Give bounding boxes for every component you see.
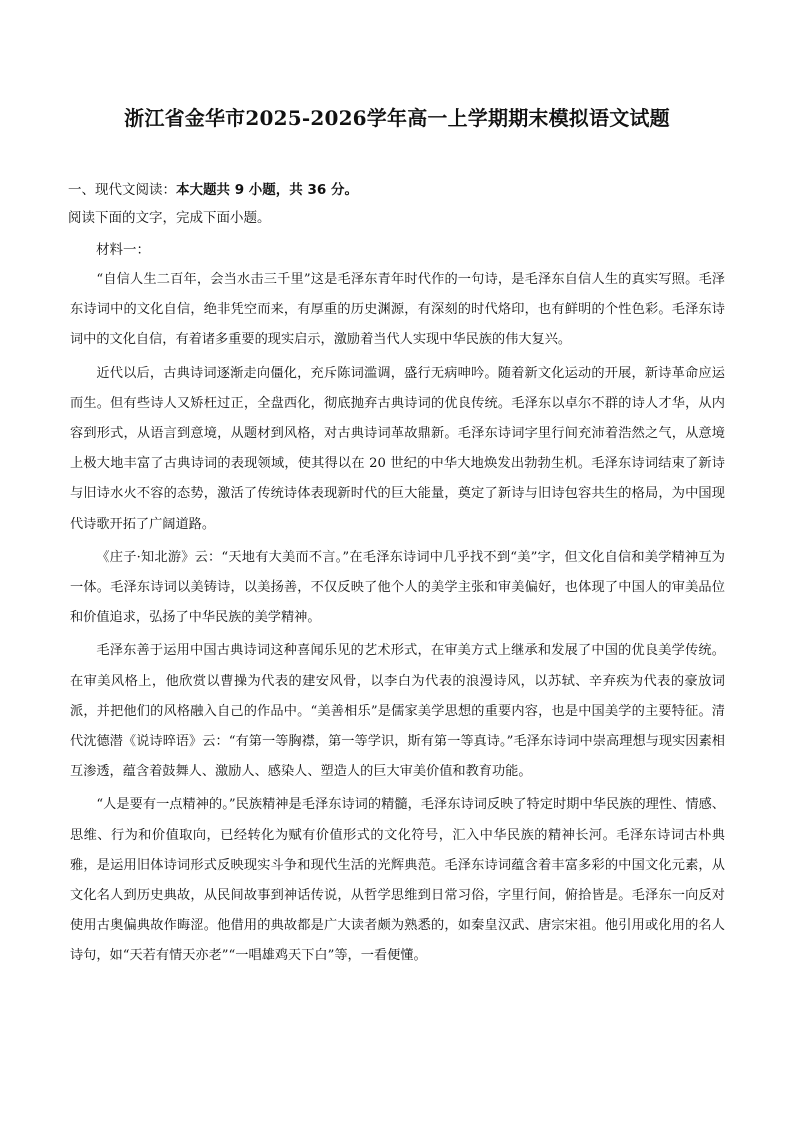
material-label: 材料一： xyxy=(96,242,150,258)
page-title: 浙江省金华市2025-2026学年高一上学期期末模拟语文试题 xyxy=(124,106,670,130)
section-detail: 本大题共 9 小题，共 36 分。 xyxy=(176,182,358,198)
paragraph: “自信人生二百年，会当水击三千里”这是毛泽东青年时代作的一句诗，是毛泽东自信人生的真实写照。毛泽东诗词中的文化自信，绝非凭空而来，有厚重的历史渊源，有深刻的时代烙印，也有鲜明的个性色彩。毛泽东诗词中的文化自信，有着诸多重要的现实启示，激励着当代人实现中华民族的伟大复兴。 xyxy=(70,272,725,348)
section-prefix: 一、现代文阅读： xyxy=(68,182,176,198)
reading-passage xyxy=(70,265,725,972)
paragraph: 近代以后，古典诗词逐渐走向僵化，充斥陈词滥调，盛行无病呻吟。随着新文化运动的开展，新诗革命应运而生。但有些诗人又矫枉过正，全盘西化，彻底抛弃古典诗词的优良传统。毛泽东以卓尔不群的诗人才华，从内容到形式，从语言到意境，从题材到风格，对古典诗词革故鼎新。毛泽东诗词字里行间充沛着浩然之气，从意境上极大地丰富了古典诗词的表现领域，使其得以在 20 世纪的中华大地焕发出勃勃生机。毛泽东诗词结束了新诗与旧诗水火不容的态势，激活了传统诗体表现新时代的巨大能量，奠定了新诗与旧诗包容共生的格局，为中国现代诗歌开拓了广阔道路。 xyxy=(70,365,725,532)
section-heading xyxy=(68,178,358,198)
paragraph: “人是要有一点精神的。”民族精神是毛泽东诗词的精髓，毛泽东诗词反映了特定时期中华民族的理性、情感、思维、行为和价值取向，已经转化为赋有价值形式的文化符号，汇入中华民族的精神长河。毛泽东诗词古朴典雅，是运用旧体诗词形式反映现实斗争和现代生活的光辉典范。毛泽东诗词蕴含着丰富多彩的中国文化元素，从文化名人到历史典故，从民间故事到神话传说，从哲学思维到日常习俗，字里行间，俯拾皆是。毛泽东一向反对使用古奥偏典故作晦涩。他借用的典故都是广大读者颇为熟悉的，如秦皇汉武、唐宗宋祖。他引用或化用的名人诗句，如“天若有情天亦老”“一唱雄鸡天下白”等，一看便懂。 xyxy=(70,797,725,964)
paragraph: 《庄子·知北游》云：“天地有大美而不言。”在毛泽东诗词中几乎找不到“美”字，但文化自信和美学精神互为一体。毛泽东诗词以美铸诗，以美扬善，不仅反映了他个人的美学主张和审美偏好，也体现了中国人的审美品位和价值追求，弘扬了中华民族的美学精神。 xyxy=(70,549,725,626)
paragraph: 毛泽东善于运用中国古典诗词这种喜闻乐见的艺术形式，在审美方式上继承和发展了中国的优良美学传统。在审美风格上，他欣赏以曹操为代表的建安风骨，以李白为代表的浪漫诗风，以苏轼、辛弃疾为代表的豪放词派，并把他们的风格融入自己的作品中。“美善相乐”是儒家美学思想的重要内容，也是中国美学的主要特征。清代沈德潜《说诗晬语》云：“有第一等胸襟，第一等学识，斯有第一等真诗。”毛泽东诗词中崇高理想与现实因素相互渗透，蕴含着鼓舞人、激励人、感染人、塑造人的巨大审美价值和教育功能。 xyxy=(70,643,725,780)
reading-instruction: 阅读下面的文字，完成下面小题。 xyxy=(68,210,271,226)
